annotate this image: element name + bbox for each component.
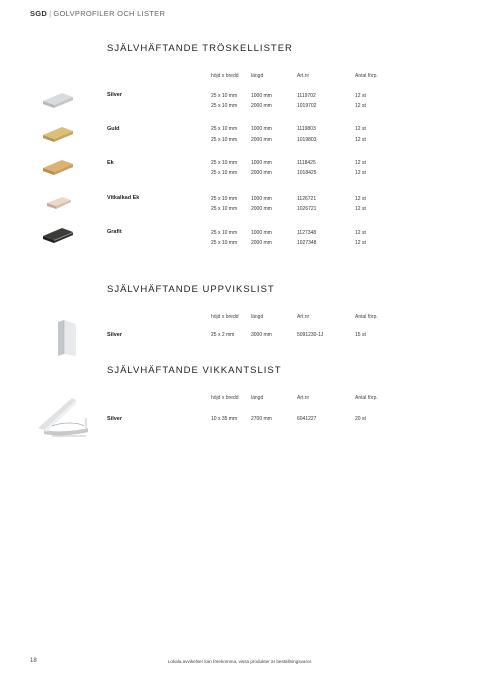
cell-size: 25 x 10 mm bbox=[211, 206, 238, 212]
cell-artnr: 1026721 bbox=[297, 206, 317, 212]
cell-length: 2000 mm bbox=[251, 170, 272, 176]
gold-threshold-image bbox=[40, 123, 76, 145]
product-name: Vitkalkad Ek bbox=[107, 195, 140, 201]
cell-artnr: 5091230-1J bbox=[297, 332, 324, 338]
cell-artnr: 1126721 bbox=[297, 196, 317, 202]
section-title-vikkantslist: SJÄLVHÄFTANDE VIKKANTSLIST bbox=[107, 365, 282, 376]
cell-artnr: 1027348 bbox=[297, 240, 317, 246]
cell-length: 1000 mm bbox=[251, 196, 272, 202]
cell-size: 25 x 10 mm bbox=[211, 160, 238, 166]
cell-length: 2000 mm bbox=[251, 240, 272, 246]
col-header-length: längd bbox=[251, 395, 264, 401]
col-header-artnr: Art.nr bbox=[297, 395, 310, 401]
oak-threshold-image bbox=[40, 156, 76, 178]
upturn-strip-image bbox=[52, 318, 80, 358]
product-name: Silver bbox=[107, 416, 122, 422]
cell-length: 1000 mm bbox=[251, 230, 272, 236]
cell-artnr: 1119803 bbox=[297, 126, 316, 132]
cell-pack: 20 st bbox=[355, 416, 366, 422]
product-name: Guld bbox=[107, 126, 120, 132]
page-header bbox=[30, 9, 165, 18]
col-header-pack: Antal förp. bbox=[355, 314, 378, 320]
silver-threshold-image bbox=[40, 89, 76, 111]
product-name: Silver bbox=[107, 332, 122, 338]
cell-length: 3000 mm bbox=[251, 332, 272, 338]
cell-length: 2000 mm bbox=[251, 206, 272, 212]
cell-pack: 12 st bbox=[355, 93, 366, 99]
footer-note: Lokala avvikelser kan förekomma, vissa produkter är beställningsvaror. bbox=[167, 659, 313, 664]
cell-size: 25 x 10 mm bbox=[211, 196, 238, 202]
cell-artnr: 1019803 bbox=[297, 137, 317, 143]
cell-length: 1000 mm bbox=[251, 160, 272, 166]
cell-artnr: 1019702 bbox=[297, 103, 317, 109]
cell-size: 10 x 35 mm bbox=[211, 416, 238, 422]
cell-size: 25 x 10 mm bbox=[211, 137, 238, 143]
cell-length: 2000 mm bbox=[251, 103, 272, 109]
cell-pack: 12 st bbox=[355, 160, 366, 166]
cell-pack: 15 st bbox=[355, 332, 366, 338]
col-header-size: höjd x bredd bbox=[211, 395, 239, 401]
col-header-artnr: Art.nr bbox=[297, 73, 310, 79]
cell-artnr: 1118425 bbox=[297, 160, 316, 166]
cell-length: 1000 mm bbox=[251, 93, 272, 99]
section-title-troskellister: SJÄLVHÄFTANDE TRÖSKELLISTER bbox=[107, 43, 293, 54]
cell-pack: 12 st bbox=[355, 170, 366, 176]
cell-artnr: 1127348 bbox=[297, 230, 317, 236]
cell-pack: 12 st bbox=[355, 196, 366, 202]
section-title-uppvikslist: SJÄLVHÄFTANDE UPPVIKSLIST bbox=[107, 284, 275, 295]
col-header-length: längd bbox=[251, 314, 264, 320]
cell-artnr: 6041227 bbox=[297, 416, 317, 422]
category-title: GOLVPROFILER OCH LISTER bbox=[53, 9, 166, 18]
col-header-pack: Antal förp. bbox=[355, 395, 378, 401]
cell-size: 25 x 2 mm bbox=[211, 332, 235, 338]
cell-size: 25 x 10 mm bbox=[211, 170, 238, 176]
cell-size: 25 x 10 mm bbox=[211, 93, 238, 99]
col-header-artnr: Art.nr bbox=[297, 314, 310, 320]
header-separator: | bbox=[49, 9, 52, 18]
cell-length: 1000 mm bbox=[251, 126, 272, 132]
cell-pack: 12 st bbox=[355, 137, 366, 143]
product-name: Silver bbox=[107, 92, 122, 98]
graphite-threshold-image bbox=[40, 224, 76, 246]
brand-name: SGD bbox=[30, 9, 48, 18]
cell-length: 2000 mm bbox=[251, 137, 272, 143]
product-name: Grafit bbox=[107, 229, 122, 235]
cell-size: 25 x 10 mm bbox=[211, 126, 238, 132]
cell-size: 25 x 10 mm bbox=[211, 230, 238, 236]
cell-size: 25 x 10 mm bbox=[211, 103, 238, 109]
col-header-pack: Antal förp. bbox=[355, 73, 378, 79]
cell-pack: 12 st bbox=[355, 206, 366, 212]
cell-artnr: 1119702 bbox=[297, 93, 316, 99]
cell-artnr: 1018425 bbox=[297, 170, 317, 176]
cell-pack: 12 st bbox=[355, 230, 366, 236]
cell-pack: 12 st bbox=[355, 240, 366, 246]
cell-size: 25 x 10 mm bbox=[211, 240, 238, 246]
cell-pack: 12 st bbox=[355, 103, 366, 109]
whitewashed-oak-threshold-image bbox=[44, 192, 74, 212]
col-header-length: längd bbox=[251, 73, 264, 79]
col-header-size: höjd x bredd bbox=[211, 73, 239, 79]
cell-length: 2700 mm bbox=[251, 416, 272, 422]
page-number: 18 bbox=[30, 658, 37, 664]
corner-strip-image bbox=[32, 392, 94, 440]
col-header-size: höjd x bredd bbox=[211, 314, 239, 320]
product-name: Ek bbox=[107, 160, 114, 166]
cell-pack: 12 st bbox=[355, 126, 366, 132]
